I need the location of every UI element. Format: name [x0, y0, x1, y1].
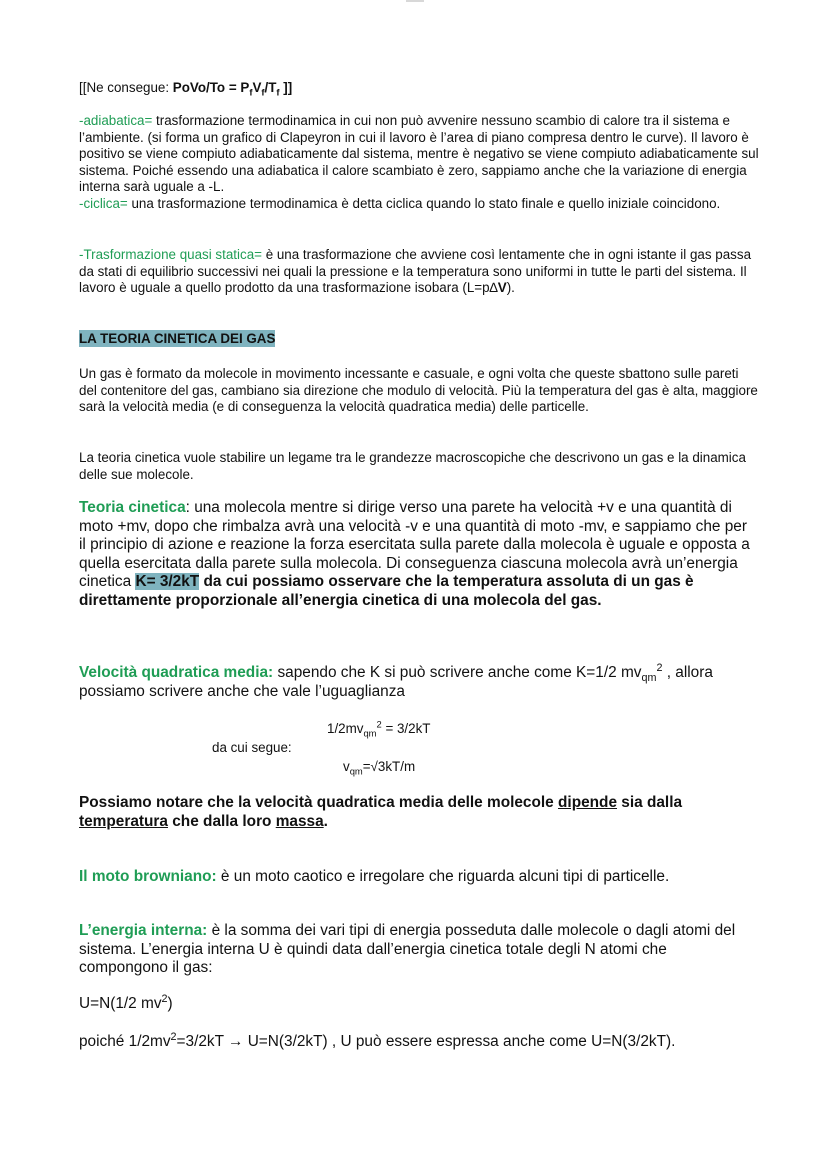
poiche-line: poiché $1/2mv^2=3/2kT \to U=N(3/2kT)$ , U può essere espressa anche come U=N(3/2kT). — [79, 1030, 676, 1050]
browniano-term: Il moto browniano: — [79, 868, 217, 885]
ciclica-text: una trasformazione termodinamica è detta ciclica quando lo stato finale e quello iniziale coincidono. — [127, 196, 721, 211]
velocita-paragraph: Velocità quadratica media: sapendo che K si può scrivere anche come K=1/2 $mv_{qm}^2$ , allora possiamo scrivere anche che vale l’uguaglianza — [79, 661, 713, 700]
energia-interna-term: L’energia interna: — [79, 922, 208, 939]
teoria-cinetica-conclusion: da cui possiamo osservare che la temperatura assoluta di un gas è direttamente proporzionale all’energia cinetica di una molecola del gas. — [79, 573, 694, 609]
ne-consegue-formula: PoVo/To = $P_fV_f/T_f$ ]] — [172, 80, 293, 98]
quasi-statica-paragraph: -Trasformazione quasi statica= è una trasformazione che avviene così lentamente che in ogni istante il gas passa da stati di equilibrio successivi nei quali la pressione e la temperatura sono uniformi in tutte le parti del sistema. Il lavoro è uguale a quello prodotto da una trasformazione isobara (L=p∆V). — [79, 247, 752, 296]
adiabatica-text: trasformazione termodinamica in cui non può avvenire nessuno scambio di calore tra il sistema e l’ambiente. (si forma un grafico di Clapeyron in cui il lavoro è l’area di piano compresa dentro le curve). Il lavoro è positivo se viene compiuto adiabaticamente dal sistema, mentre è negativo se viene compiuto adiabaticamente sul sistema. Poiché essendo una adiabatica il calore scambiato è zero, sappiamo anche che la variazione di energia interna sarà uguale a -L. — [79, 113, 759, 195]
section-heading: LA TEORIA CINETICA DEI GAS — [79, 331, 276, 346]
ne-consegue-open: [[Ne consegue: — [79, 80, 173, 95]
notare-paragraph: Possiamo notare che la velocità quadratica media delle molecole dipende sia dalla temperatura che dalla loro massa. — [79, 794, 683, 830]
velocita-term: Velocità quadratica media: — [79, 664, 274, 681]
teoria-paragraph: La teoria cinetica vuole stabilire un legame tra le grandezze macroscopiche che descrivono un gas e la dinamica delle sue molecole. — [79, 450, 746, 482]
energia-interna-paragraph: L’energia interna: è la somma dei vari tipi di energia posseduta dalle molecole o dagli atomi del sistema. L’energia interna U è quindi data dall’energia cinetica totale degli N atomi che compongono il gas: — [79, 922, 736, 977]
browniano-paragraph: Il moto browniano: è un moto caotico e irregolare che riguarda alcuni tipi di particelle. — [79, 868, 670, 885]
da-cui-segue-label: da cui segue: — [212, 740, 292, 755]
internal-energy-formula: U=N(1/2 $mv^2$) — [79, 992, 173, 1012]
teoria-cinetica-text: : una molecola mentre si dirige verso una parete ha velocità +v e una quantità di moto +mv, dopo che rimbalza avrà una velocità -v e una quantità di moto -mv, e sappiamo che per il principio di azione e reazione la forza esercitata sulla parete dalla molecola è uguale e opposta a quella esercitata dalla parete sulla molecola. Di conseguenza ciascuna molecola avrà un’energia cinetica — [79, 499, 750, 591]
gas-paragraph: Un gas è formato da molecole in movimento incessante e casuale, e ogni volta che queste sbattono sulle pareti del contenitore del gas, cambiano sia direzione che modulo di velocità. Più la temperatura del gas è alta, maggiore sarà la velocità media (e di conseguenza la velocità quadratica media) delle particelle. — [79, 366, 758, 415]
ne-consegue-line — [79, 80, 759, 97]
equation-energy: $1/2mv_{qm}^2 = 3/2kT$ — [327, 719, 431, 739]
quasi-statica-text: è una trasformazione che avviene così lentamente che in ogni istante il gas passa da stati di equilibrio successivi nei quali la pressione e la temperatura sono uniformi in tutte le parti del sistema. Il lavoro è uguale a quello prodotto da una trasformazione isobara (L=p∆ — [79, 247, 752, 296]
ciclica-term: -ciclica= — [79, 196, 128, 211]
quasi-statica-term: -Trasformazione quasi statica= — [79, 247, 262, 262]
adiabatica-paragraph — [79, 113, 759, 196]
equation-velocity: $v_{qm}=√3kT/m$ — [343, 759, 416, 777]
adiabatica-term: -adiabatica= — [79, 113, 153, 128]
ciclica-paragraph — [79, 196, 759, 213]
kinetic-energy-formula: K= 3/2kT — [135, 573, 200, 591]
page-top-mark — [406, 0, 424, 2]
teoria-cinetica-term: Teoria cinetica — [79, 499, 186, 516]
teoria-cinetica-paragraph — [79, 499, 751, 611]
